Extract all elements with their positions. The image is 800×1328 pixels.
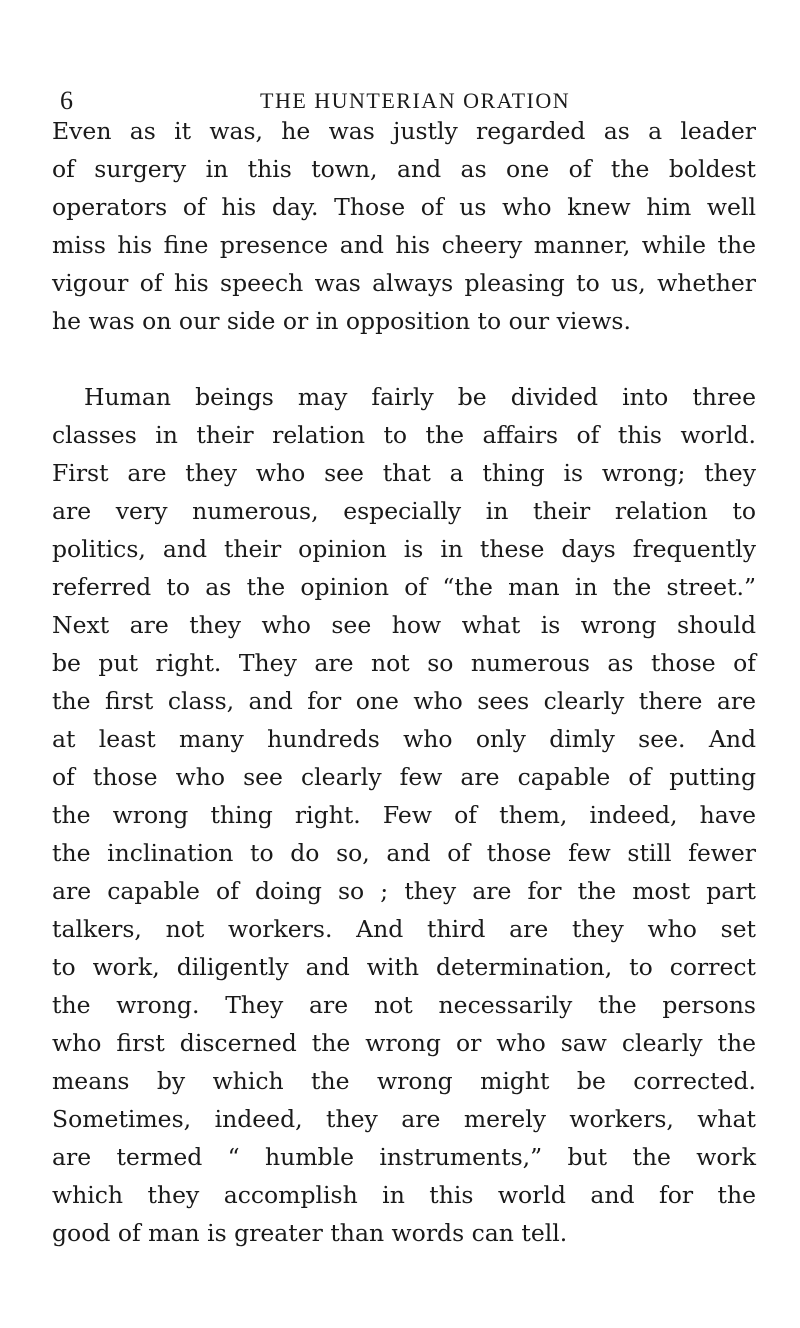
text-line: First are they who see that a thing is wrong; they (52, 459, 756, 487)
text-line: at least many hundreds who only dimly see. And (52, 725, 756, 753)
text-line: the wrong thing right. Few of them, indeed, have (52, 801, 756, 829)
paragraph-1 (52, 112, 756, 340)
text-line: the first class, and for one who sees clearly there are (52, 687, 756, 715)
text-line: be put right. They are not so numerous as those of (52, 649, 756, 677)
text-line: classes in their relation to the affairs of this world. (52, 421, 756, 449)
text-line: are termed “ humble instruments,” but the work (52, 1143, 756, 1171)
text-line: politics, and their opinion is in these days frequently (52, 535, 756, 563)
text-line: who first discerned the wrong or who saw clearly the (52, 1029, 756, 1057)
text-line: of those who see clearly few are capable of putting (52, 763, 756, 791)
text-line: the wrong. They are not necessarily the persons (52, 991, 756, 1019)
text-line: means by which the wrong might be corrected. (52, 1067, 756, 1095)
text-line: Next are they who see how what is wrong should (52, 611, 756, 639)
text-line: talkers, not workers. And third are they who set (52, 915, 756, 943)
text-line: Human beings may fairly be divided into three (84, 383, 756, 411)
text-line: are capable of doing so ; they are for the most part (52, 877, 756, 905)
text-line: miss his fine presence and his cheery manner, while the (52, 231, 756, 259)
page-number: 6 (60, 86, 73, 115)
text-line: he was on our side or in opposition to our views. (52, 307, 631, 335)
body-text (52, 112, 756, 1252)
text-line: are very numerous, especially in their relation to (52, 497, 756, 525)
running-head-title: THE HUNTERIAN ORATION (260, 88, 571, 113)
text-line: operators of his day. Those of us who knew him well (52, 193, 756, 221)
text-line: referred to as the opinion of “the man in the street.” (52, 573, 756, 601)
text-line: vigour of his speech was always pleasing to us, whether (52, 269, 756, 297)
text-line: of surgery in this town, and as one of the boldest (52, 155, 756, 183)
text-line: Sometimes, indeed, they are merely workers, what (52, 1105, 756, 1133)
text-line: which they accomplish in this world and for the (52, 1181, 756, 1209)
paragraph-2 (52, 378, 756, 1252)
text-line: to work, diligently and with determination, to correct (52, 953, 756, 981)
text-line: good of man is greater than words can tell. (52, 1219, 568, 1247)
text-line: the inclination to do so, and of those few still fewer (52, 839, 756, 867)
text-line: Even as it was, he was justly regarded as a leader (52, 117, 756, 145)
